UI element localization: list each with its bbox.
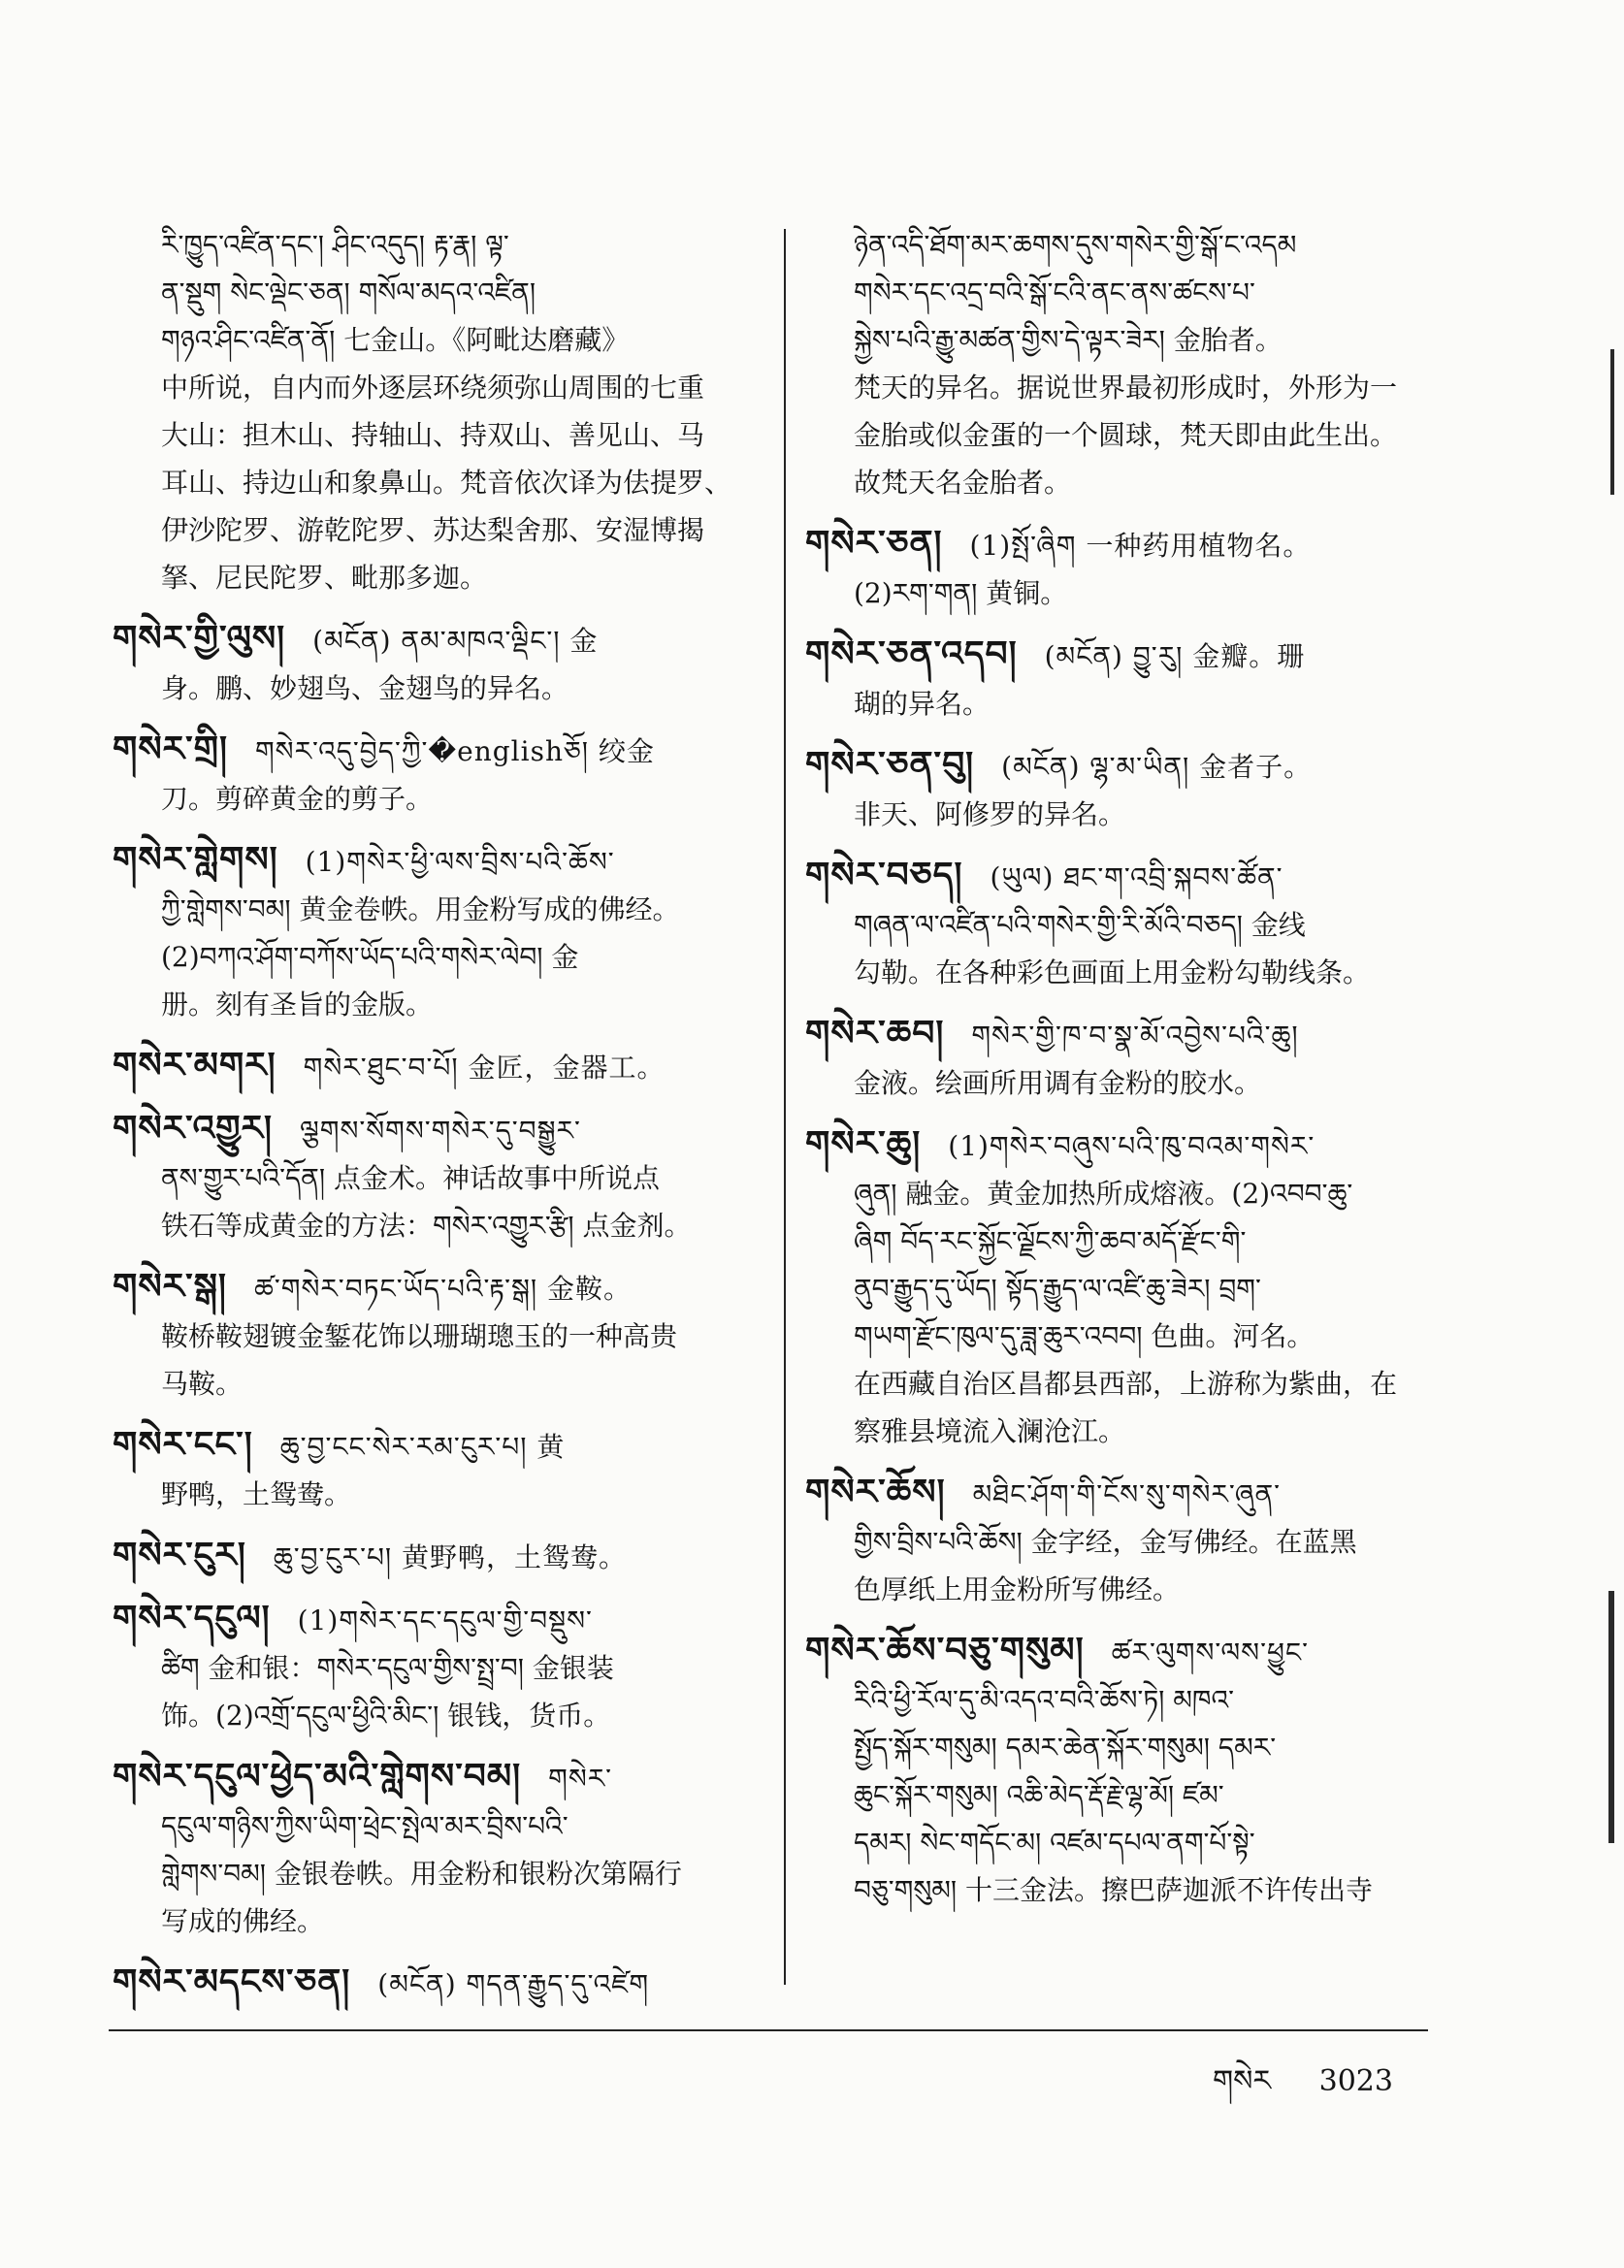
entry-line: གཉའ་ཤིང་འཛིན་ནོ། 七金山。《阿毗达磨藏》 [161,324,630,356]
entry-first-line [805,1469,1436,1518]
definition-text: (1)སྤོ་ཞིག 一种药用植物名。 [969,530,1312,562]
headword: གསེར་ཅན། [805,523,943,564]
definition-line: 勾勒。在各种彩色画面上用金粉勾勒线条。 [854,956,1371,988]
headword: གསེར་སྒ། [113,1266,227,1307]
headword: གསེར་ངུར། [113,1535,246,1575]
definition-line: 册。刻有圣旨的金版。 [161,988,434,1021]
headword: གསེར་བཅད། [805,855,963,895]
entry-first-line [113,836,743,886]
dictionary-entry [113,1421,743,1518]
definition-line: དངུལ་གཉིས་ཀྱིས་ཡིག་ཕྲེང་སྤེལ་མར་བྲིས་པའི་ [161,1810,568,1842]
definition-line: རིའི་ཕྱི་རོལ་དུ་མི་འདའ་བའི་ཆོས་ཏེ། མཁའ་ [854,1684,1235,1716]
entry-line: 金胎或似金蛋的一个圆球，梵天即由此生出。 [854,419,1398,451]
dictionary-entry [805,1627,1436,1914]
dictionary-entry [113,1263,743,1408]
dictionary-entry [805,520,1436,617]
entry-line: གསེར་དང་འདྲ་བའི་སྒོ་ངའི་ནང་ནས་ཚངས་པ་ [854,276,1255,308]
entry-line: 伊沙陀罗、游乾陀罗、苏达梨舍那、安湿博揭 [161,514,705,546]
dictionary-entry [113,615,743,712]
page-number: 3023 [1318,2064,1393,2098]
definition-line: ཞིག བོད་རང་སྐྱོང་ལྗོངས་ཀྱི་ཆབ་མདོ་རྫོང་གི་ [854,1225,1247,1257]
headword: གསེར་གྲི། [113,729,228,769]
definition-text: ཚ་གསེར་བཏང་ཡོད་པའི་རྟ་སྒ། 金鞍。 [253,1273,632,1305]
entry-first-line [805,1627,1436,1676]
entry-first-line [805,631,1436,680]
headword: གསེར་ཆབ། [805,1013,945,1053]
definition-line: གྱིས་བྲིས་པའི་ཆོས། 金字经，金写佛经。在蓝黑 [854,1526,1357,1558]
dictionary-entry [113,1105,743,1249]
definition-line: (2)བཀའ་ཤོག་བཀོས་ཡོད་པའི་གསེར་ལེབ། 金 [161,941,579,973]
definition-text: གསེར་ [548,1763,613,1795]
definition-text: (མངོན) བྱུ་རུ། 金瓣。珊 [1044,640,1306,672]
definition-text: (1)གསེར་བཞུས་པའི་ཁུ་བའམ་གསེར་ [948,1130,1315,1162]
definition-text: གསེར་ཐུང་བ་པོ། 金匠，金器工。 [303,1052,666,1084]
entry-first-line [805,741,1436,791]
left-column [113,221,743,2022]
entry-line: ཉེན་འདི་ཐོག་མར་ཆགས་དུས་གསེར་གྱི་སྒོ་ང་འདམ [854,229,1297,261]
headword: གསེར་ཅན་བུ། [805,744,975,785]
entry-line: 梵天的异名。据说世界最初形成时，外形为一 [854,372,1398,404]
continued-entry [113,221,743,601]
definition-text: ཆུ་བྱ་ངང་སེར་རམ་ངུར་པ། 黄 [279,1431,566,1463]
definition-text: (1)གསེར་ཕྱི་ལས་བྲིས་པའི་ཆོས་ [305,846,615,878]
definition-line: སྤྱོད་སྐོར་གསུམ། དམར་ཆེན་སྐོར་གསུམ། དམར་ [854,1732,1277,1764]
dictionary-entry [805,1469,1436,1613]
headword: གསེར་འགྱུར། [113,1108,273,1149]
definition-line: (2)རག་གན། 黄铜。 [854,577,1068,609]
definition-line: 非天、阿修罗的异名。 [854,798,1126,830]
definition-line: 刀。剪碎黄金的剪子。 [161,783,434,815]
entry-line: 大山：担木山、持轴山、持双山、善见山、马 [161,419,705,451]
headword: གསེར་དངུལ། [113,1598,271,1638]
definition-text: གསེར་གྱི་ཁ་བ་སྣ་མོ་འབྱེས་པའི་ཆུ། [971,1020,1299,1052]
definition-text: (མངོན) གདན་རྒྱུད་དུ་འཛེག [377,1968,650,2000]
headword: གསེར་ཆུ། [805,1123,922,1164]
entry-first-line [113,1532,743,1581]
definition-text: ལྕགས་སོགས་གསེར་དུ་བསྒྱུར་ [300,1115,581,1147]
entry-first-line [113,1042,743,1091]
definition-line: 色厚纸上用金粉所写佛经。 [854,1573,1181,1605]
headword: གསེར་མདངས་ཅན། [113,1961,351,2002]
definition-line: ནུབ་རྒྱུད་དུ་ཡོད། སྟོད་རྒྱུད་ལ་འཛི་ཆུ་ཟེར། བྲག་ [854,1273,1261,1305]
entry-first-line [113,1421,743,1471]
footer-rule [109,2029,1428,2031]
headword: གསེར་ངང་། [113,1424,253,1465]
dictionary-entry [113,1042,743,1091]
entry-first-line [113,1105,743,1154]
definition-text: (ཡུལ) ཐང་ག་འབྲི་སྐབས་ཚོན་ [990,861,1283,893]
definition-line: 马鞍。 [161,1368,244,1400]
definition-line: 察雅县境流入澜沧江。 [854,1415,1126,1447]
headword: གསེར་ཆོས། [805,1472,946,1512]
definition-line: ཞུན། 融金。黄金加热所成熔液。(2)འབབ་ཆུ་ [854,1178,1353,1210]
entry-first-line [113,615,743,664]
entry-line: 故梵天名金胎者。 [854,467,1072,499]
headword: གསེར་གྱི་ལུས། [113,618,286,659]
definition-text: (མངོན) ལྷ་མ་ཡིན། 金者子。 [1001,751,1313,783]
dictionary-entry [113,1595,743,1739]
definition-line: གཡག་རྫོང་ཁུལ་དུ་ཟླ་ཆུར་འབབ། 色曲。河名。 [854,1320,1315,1352]
entry-first-line [805,852,1436,901]
definition-line: 金液。绘画所用调有金粉的胶水。 [854,1067,1262,1099]
dictionary-entry [113,1753,743,1945]
headword: གསེར་མགར། [113,1045,276,1085]
definition-text: མཐིང་ཤོག་གི་ངོས་སུ་གསེར་ཞུན་ [972,1478,1282,1510]
definition-line: ཀྱི་གླེགས་བམ། 黄金卷帙。用金粉写成的佛经。 [161,893,680,925]
dictionary-entry [805,852,1436,996]
column-divider [784,229,786,1985]
entry-line: ན་སྡུག སེང་ལྡེང་ཅན། གསོལ་མདའ་འཛིན། [161,276,536,308]
definition-text: གསེར་འདུ་བྱེད་ཀྱི་�englishཅོ། 绞金 [254,735,655,767]
continued-entry [805,221,1436,506]
entry-first-line [113,1595,743,1644]
entry-line: 中所说，自内而外逐层环绕须弥山周围的七重 [161,372,705,404]
dictionary-entry [113,1532,743,1581]
definition-line: 野鸭，土鸳鸯。 [161,1478,352,1510]
definition-line: གཞན་ལ་འཛིན་པའི་གསེར་གྱི་རི་མོའི་བཅད། 金线 [854,909,1306,941]
guide-word: གསེར [1213,2064,1272,2098]
dictionary-entry [113,1959,743,2008]
definition-line: ཚིག 金和银：གསེར་དངུལ་གྱིས་སྤྲ་བ། 金银装 [161,1652,614,1684]
right-column [805,221,1436,1928]
dictionary-entry [113,726,743,823]
scan-edge-mark [1610,349,1614,495]
dictionary-entry [805,631,1436,728]
entry-first-line [113,1959,743,2008]
definition-text: ཚར་ལུགས་ལས་ཕྱུང་ [1111,1636,1309,1669]
definition-line: 写成的佛经。 [161,1905,325,1937]
headword: གསེར་ཆོས་བཅུ་གསུམ། [805,1630,1085,1670]
scan-edge-mark [1608,1591,1614,1843]
dictionary-entry [805,1120,1436,1455]
definition-line: ཆུང་སྐོར་གསུམ། འཆི་མེད་རྡོ་རྗེ་ལྷ་མོ། ཛམ་ [854,1779,1224,1811]
dictionary-entry [113,836,743,1028]
definition-line: 在西藏自治区昌都县西部，上游称为紫曲，在 [854,1368,1398,1400]
headword: གསེར་ཅན་འདབ། [805,633,1018,674]
definition-line: དམར། སེང་གདོང་མ། འཛམ་དཔལ་ནག་པོ་སྟེ་ [854,1827,1255,1859]
entry-first-line [805,1010,1436,1059]
definition-line: ནས་གྱུར་པའི་དོན། 点金术。神话故事中所说点 [161,1162,660,1194]
definition-text: (མངོན) ནམ་མཁའ་ལྡིང་། 金 [312,625,599,657]
entry-first-line [113,1263,743,1312]
entry-first-line [113,1753,743,1802]
entry-first-line [113,726,743,775]
definition-line: 瑚的异名。 [854,688,991,720]
entry-first-line [805,520,1436,569]
entry-first-line [805,1120,1436,1170]
definition-line: 饰。(2)འགྲོ་དངུལ་ཕྱིའི་མིང་། 银钱，货币。 [161,1700,611,1732]
headword: གསེར་གླེགས། [113,839,278,880]
page-footer [1213,2049,1432,2130]
definition-line: 铁石等成黄金的方法：གསེར་འགྱུར་རྩི། 点金剂。 [161,1210,692,1242]
entry-line: སྐྱེས་པའི་རྒྱུ་མཚན་གྱིས་དེ་ལྟར་ཟེར། 金胎者。 [854,324,1283,356]
entry-line: 耳山、持边山和象鼻山。梵音依次译为佉提罗、 [161,467,732,499]
definition-line: བཅུ་གསུམ། 十三金法。擦巴萨迦派不许传出寺 [854,1874,1374,1906]
definition-text: ཆུ་བྱ་ངུར་པ། 黄野鸭，土鸳鸯。 [273,1541,628,1573]
dictionary-entry [805,741,1436,838]
definition-line: 鞍桥鞍翅镀金錾花饰以珊瑚璁玉的一种高贵 [161,1320,678,1352]
definition-line: 身。鹏、妙翅鸟、金翅鸟的异名。 [161,672,569,704]
dictionary-entry [805,1010,1436,1107]
entry-line: རི་ཁྱུད་འཛིན་དང་། ཤིང་འདུད། རྟ་རྣ། ལྟ་ [161,229,509,261]
definition-line: གླེགས་བམ། 金银卷帙。用金粉和银粉次第隔行 [161,1858,682,1890]
headword: གསེར་དངུལ་ཕྱེད་མའི་གླེགས་བམ། [113,1756,522,1797]
entry-line: 拏、尼民陀罗、毗那多迦。 [161,562,488,594]
definition-text: (1)གསེར་དང་དངུལ་གྱི་བསྡུས་ [297,1604,593,1636]
